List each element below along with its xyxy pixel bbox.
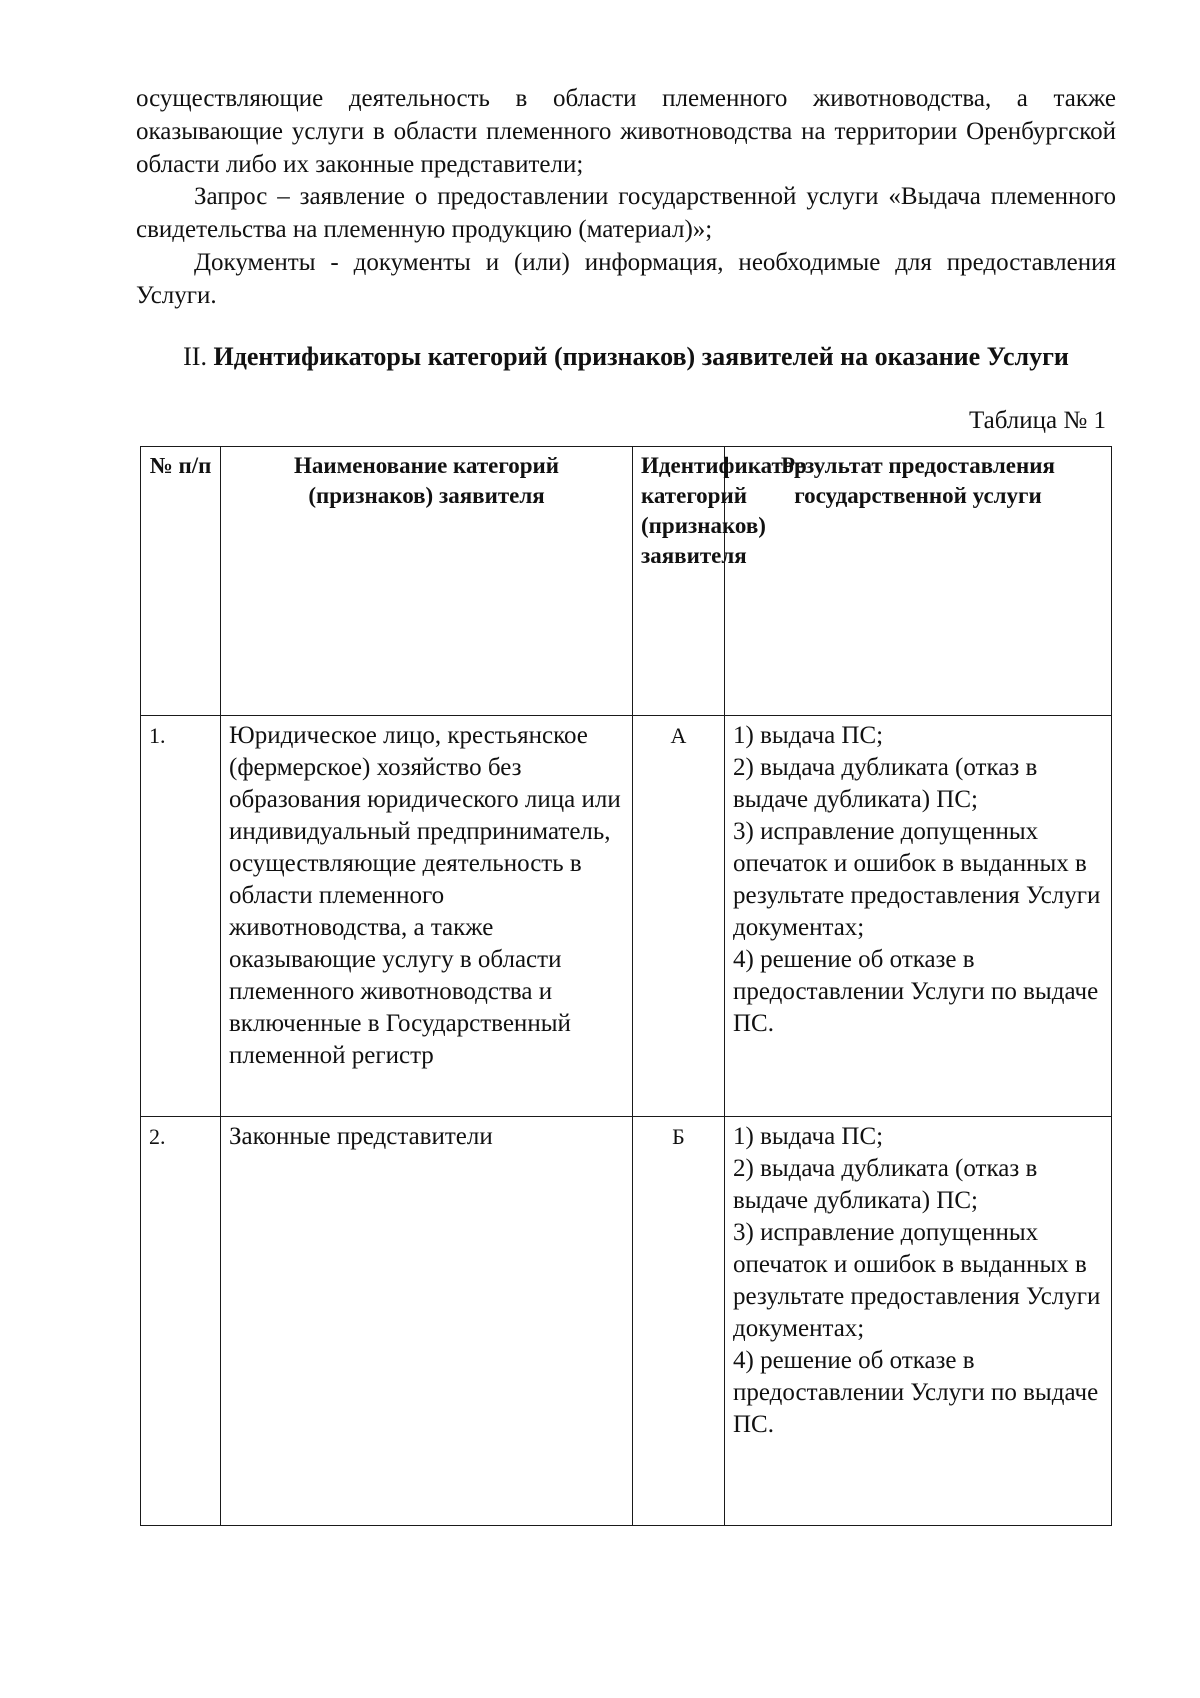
table-header-row	[141, 447, 1112, 716]
applicant-categories-table	[140, 446, 1112, 1526]
table-row	[141, 716, 1112, 1117]
header-identifier: Идентификатор категорий (признаков) заявителя	[633, 447, 725, 716]
header-number: № п/п	[141, 447, 221, 716]
result-item: 4) решение об отказе в предоставлении Услуги по выдаче ПС.	[733, 946, 1099, 1037]
header-result: Результат предоставления государственной услуги	[725, 447, 1112, 716]
row-result	[725, 1117, 1112, 1526]
row-number: 2.	[141, 1117, 221, 1526]
table-row	[141, 1117, 1112, 1526]
header-category-name: Наименование категорий (признаков) заявителя	[221, 447, 633, 716]
section-heading	[136, 340, 1116, 373]
section-number: II.	[183, 342, 207, 371]
result-item: 3) исправление допущенных опечаток и ошибок в выданных в результате предоставления Услуги документах;	[733, 818, 1101, 941]
row-category-name	[221, 716, 633, 1117]
section-title: Идентификаторы категорий (признаков) заявителей на оказание Услуги	[213, 342, 1069, 371]
category-name-text: Юридическое лицо, крестьянское (фермерское) хозяйство без образования юридического лица или индивидуальный предприниматель, осуществляющие деятельность в области племенного животноводства, а также оказывающие услугу в области племенного животноводства и включенные в Государственный племенной регистр	[229, 722, 621, 1069]
result-item: 1) выдача ПС;	[733, 1123, 884, 1150]
paragraph-request-definition: Запрос – заявление о предоставлении государственной услуги «Выдача племенного свидетельства на племенную продукцию (материал)»;	[136, 183, 1116, 243]
paragraph-continuation: осуществляющие деятельность в области племенного животноводства, а также оказывающие услуги в области племенного животноводства на территории Оренбургской области либо их законные представители;	[136, 85, 1116, 178]
row-identifier: А	[633, 716, 725, 1117]
result-item: 1) выдача ПС;	[733, 722, 884, 749]
result-item: 3) исправление допущенных опечаток и ошибок в выданных в результате предоставления Услуги документах;	[733, 1219, 1101, 1342]
row-category-name	[221, 1117, 633, 1526]
category-name-text: Законные представители	[229, 1123, 493, 1150]
row-result	[725, 716, 1112, 1117]
result-item: 4) решение об отказе в предоставлении Услуги по выдаче ПС.	[733, 1347, 1099, 1438]
table-label: Таблица № 1	[968, 407, 1106, 434]
result-item: 2) выдача дубликата (отказ в выдаче дубликата) ПС;	[733, 754, 1038, 813]
row-identifier: Б	[633, 1117, 725, 1526]
row-number: 1.	[141, 716, 221, 1117]
paragraph-documents-definition: Документы - документы и (или) информация, необходимые для предоставления Услуги.	[136, 249, 1116, 309]
result-item: 2) выдача дубликата (отказ в выдаче дубликата) ПС;	[733, 1155, 1038, 1214]
